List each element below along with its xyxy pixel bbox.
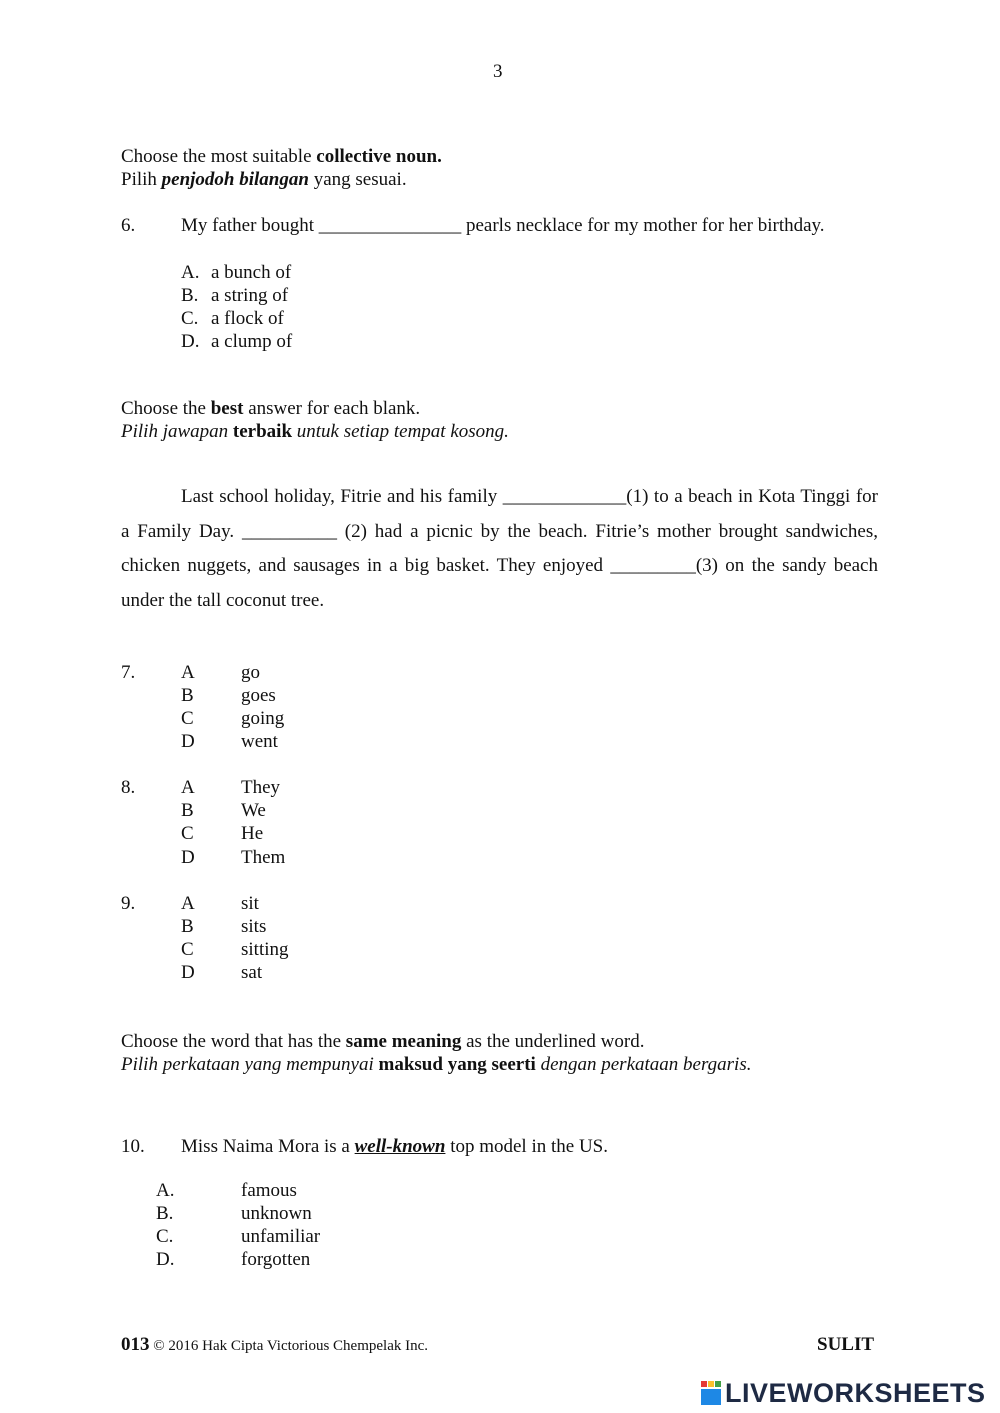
q6-option-c-text[interactable]: a flock of bbox=[211, 308, 284, 329]
q7-option-a-letter[interactable]: A bbox=[181, 662, 195, 683]
q6-option-a[interactable]: A. bbox=[181, 262, 200, 283]
q9-option-d-text[interactable]: sat bbox=[241, 962, 263, 983]
q10-option-d-text[interactable]: forgotten bbox=[241, 1249, 311, 1270]
section2-instruction: Choose the best answer for each blank. bbox=[121, 398, 421, 419]
q7-option-b-letter[interactable]: B bbox=[181, 685, 194, 706]
section3-instruction: Choose the word that has the same meaning as the underlined word. bbox=[121, 1031, 645, 1052]
q6-option-b[interactable]: B. bbox=[181, 285, 199, 306]
q6-stem: My father bought _______________ pearls necklace for my mother for her birthday. bbox=[181, 215, 825, 236]
q10-option-c-text[interactable]: unfamiliar bbox=[241, 1226, 321, 1247]
page-number: 3 bbox=[493, 61, 503, 82]
logo-square-red bbox=[701, 1381, 707, 1387]
q9-option-b-letter[interactable]: B bbox=[181, 916, 194, 937]
section1-instruction: Choose the most suitable collective noun. bbox=[121, 146, 442, 167]
q6-option-d[interactable]: D. bbox=[181, 331, 200, 352]
q7-option-b-text[interactable]: goes bbox=[241, 685, 276, 706]
q7-option-d-letter[interactable]: D bbox=[181, 731, 195, 752]
q6-option-a-text[interactable]: a bunch of bbox=[211, 262, 292, 283]
footer-copyright: 013 © 2016 Hak Cipta Victorious Chempelak Inc. bbox=[121, 1334, 429, 1355]
q7-option-a-text[interactable]: go bbox=[241, 662, 260, 683]
q8-option-c-text[interactable]: He bbox=[241, 823, 264, 844]
q9-option-d-letter[interactable]: D bbox=[181, 962, 195, 983]
q8-option-b-letter[interactable]: B bbox=[181, 800, 194, 821]
q10-stem: Miss Naima Mora is a well-known top model in the US. bbox=[181, 1136, 608, 1157]
q10-number: 10. bbox=[121, 1136, 145, 1157]
q6-number: 6. bbox=[121, 215, 136, 236]
q10-option-a-letter[interactable]: A. bbox=[156, 1180, 175, 1201]
logo-square-blue bbox=[701, 1389, 721, 1405]
liveworksheets-logo-text: LIVEWORKSHEETS bbox=[725, 1377, 986, 1408]
q9-option-c-letter[interactable]: C bbox=[181, 939, 194, 960]
q7-option-d-text[interactable]: went bbox=[241, 731, 278, 752]
q10-option-b-text[interactable]: unknown bbox=[241, 1203, 312, 1224]
liveworksheets-logo-icon bbox=[700, 1380, 722, 1406]
q10-option-d-letter[interactable]: D. bbox=[156, 1249, 175, 1270]
q8-option-b-text[interactable]: We bbox=[241, 800, 266, 821]
section1-instruction-malay: Pilih penjodoh bilangan yang sesuai. bbox=[121, 169, 407, 190]
section3-instruction-malay: Pilih perkataan yang mempunyai maksud yang seerti dengan perkataan bergaris. bbox=[121, 1054, 752, 1075]
q9-option-c-text[interactable]: sitting bbox=[241, 939, 289, 960]
q7-option-c-text[interactable]: going bbox=[241, 708, 285, 729]
cloze-passage: Last school holiday, Fitrie and his family _____________(1) to a beach in Kota Tinggi for a Family Day. __________ (2) had a picnic by the beach. Fitrie’s mother brought sandwiches, chicken nuggets, and sausages in a big basket. They enjoyed _________(3) on the sandy beach under the tall coconut tree. bbox=[121, 486, 878, 612]
q8-option-d-letter[interactable]: D bbox=[181, 847, 195, 868]
q9-option-a-text[interactable]: sit bbox=[241, 893, 259, 914]
q6-option-d-text[interactable]: a clump of bbox=[211, 331, 293, 352]
logo-square-yellow bbox=[708, 1381, 714, 1387]
q10-option-b-letter[interactable]: B. bbox=[156, 1203, 174, 1224]
q6-option-c[interactable]: C. bbox=[181, 308, 199, 329]
logo-square-green bbox=[715, 1381, 721, 1387]
q6-option-b-text[interactable]: a string of bbox=[211, 285, 289, 306]
liveworksheets-logo bbox=[700, 1378, 986, 1408]
q10-underlined-word: well-known bbox=[354, 1136, 446, 1157]
q9-option-b-text[interactable]: sits bbox=[241, 916, 267, 937]
q10-option-c-letter[interactable]: C. bbox=[156, 1226, 174, 1247]
q8-option-a-letter[interactable]: A bbox=[181, 777, 195, 798]
q9-number: 9. bbox=[121, 893, 136, 914]
q7-option-c-letter[interactable]: C bbox=[181, 708, 194, 729]
q10-option-a-text[interactable]: famous bbox=[241, 1180, 297, 1201]
q6-blank[interactable]: _______________ bbox=[318, 215, 462, 236]
footer-classification: SULIT bbox=[817, 1334, 875, 1355]
q9-option-a-letter[interactable]: A bbox=[181, 893, 195, 914]
q7-number: 7. bbox=[121, 662, 136, 683]
q8-number: 8. bbox=[121, 777, 136, 798]
q8-option-c-letter[interactable]: C bbox=[181, 823, 194, 844]
q8-option-a-text[interactable]: They bbox=[241, 777, 281, 798]
q8-option-d-text[interactable]: Them bbox=[241, 847, 286, 868]
section2-instruction-malay: Pilih jawapan terbaik untuk setiap tempat kosong. bbox=[121, 421, 509, 442]
